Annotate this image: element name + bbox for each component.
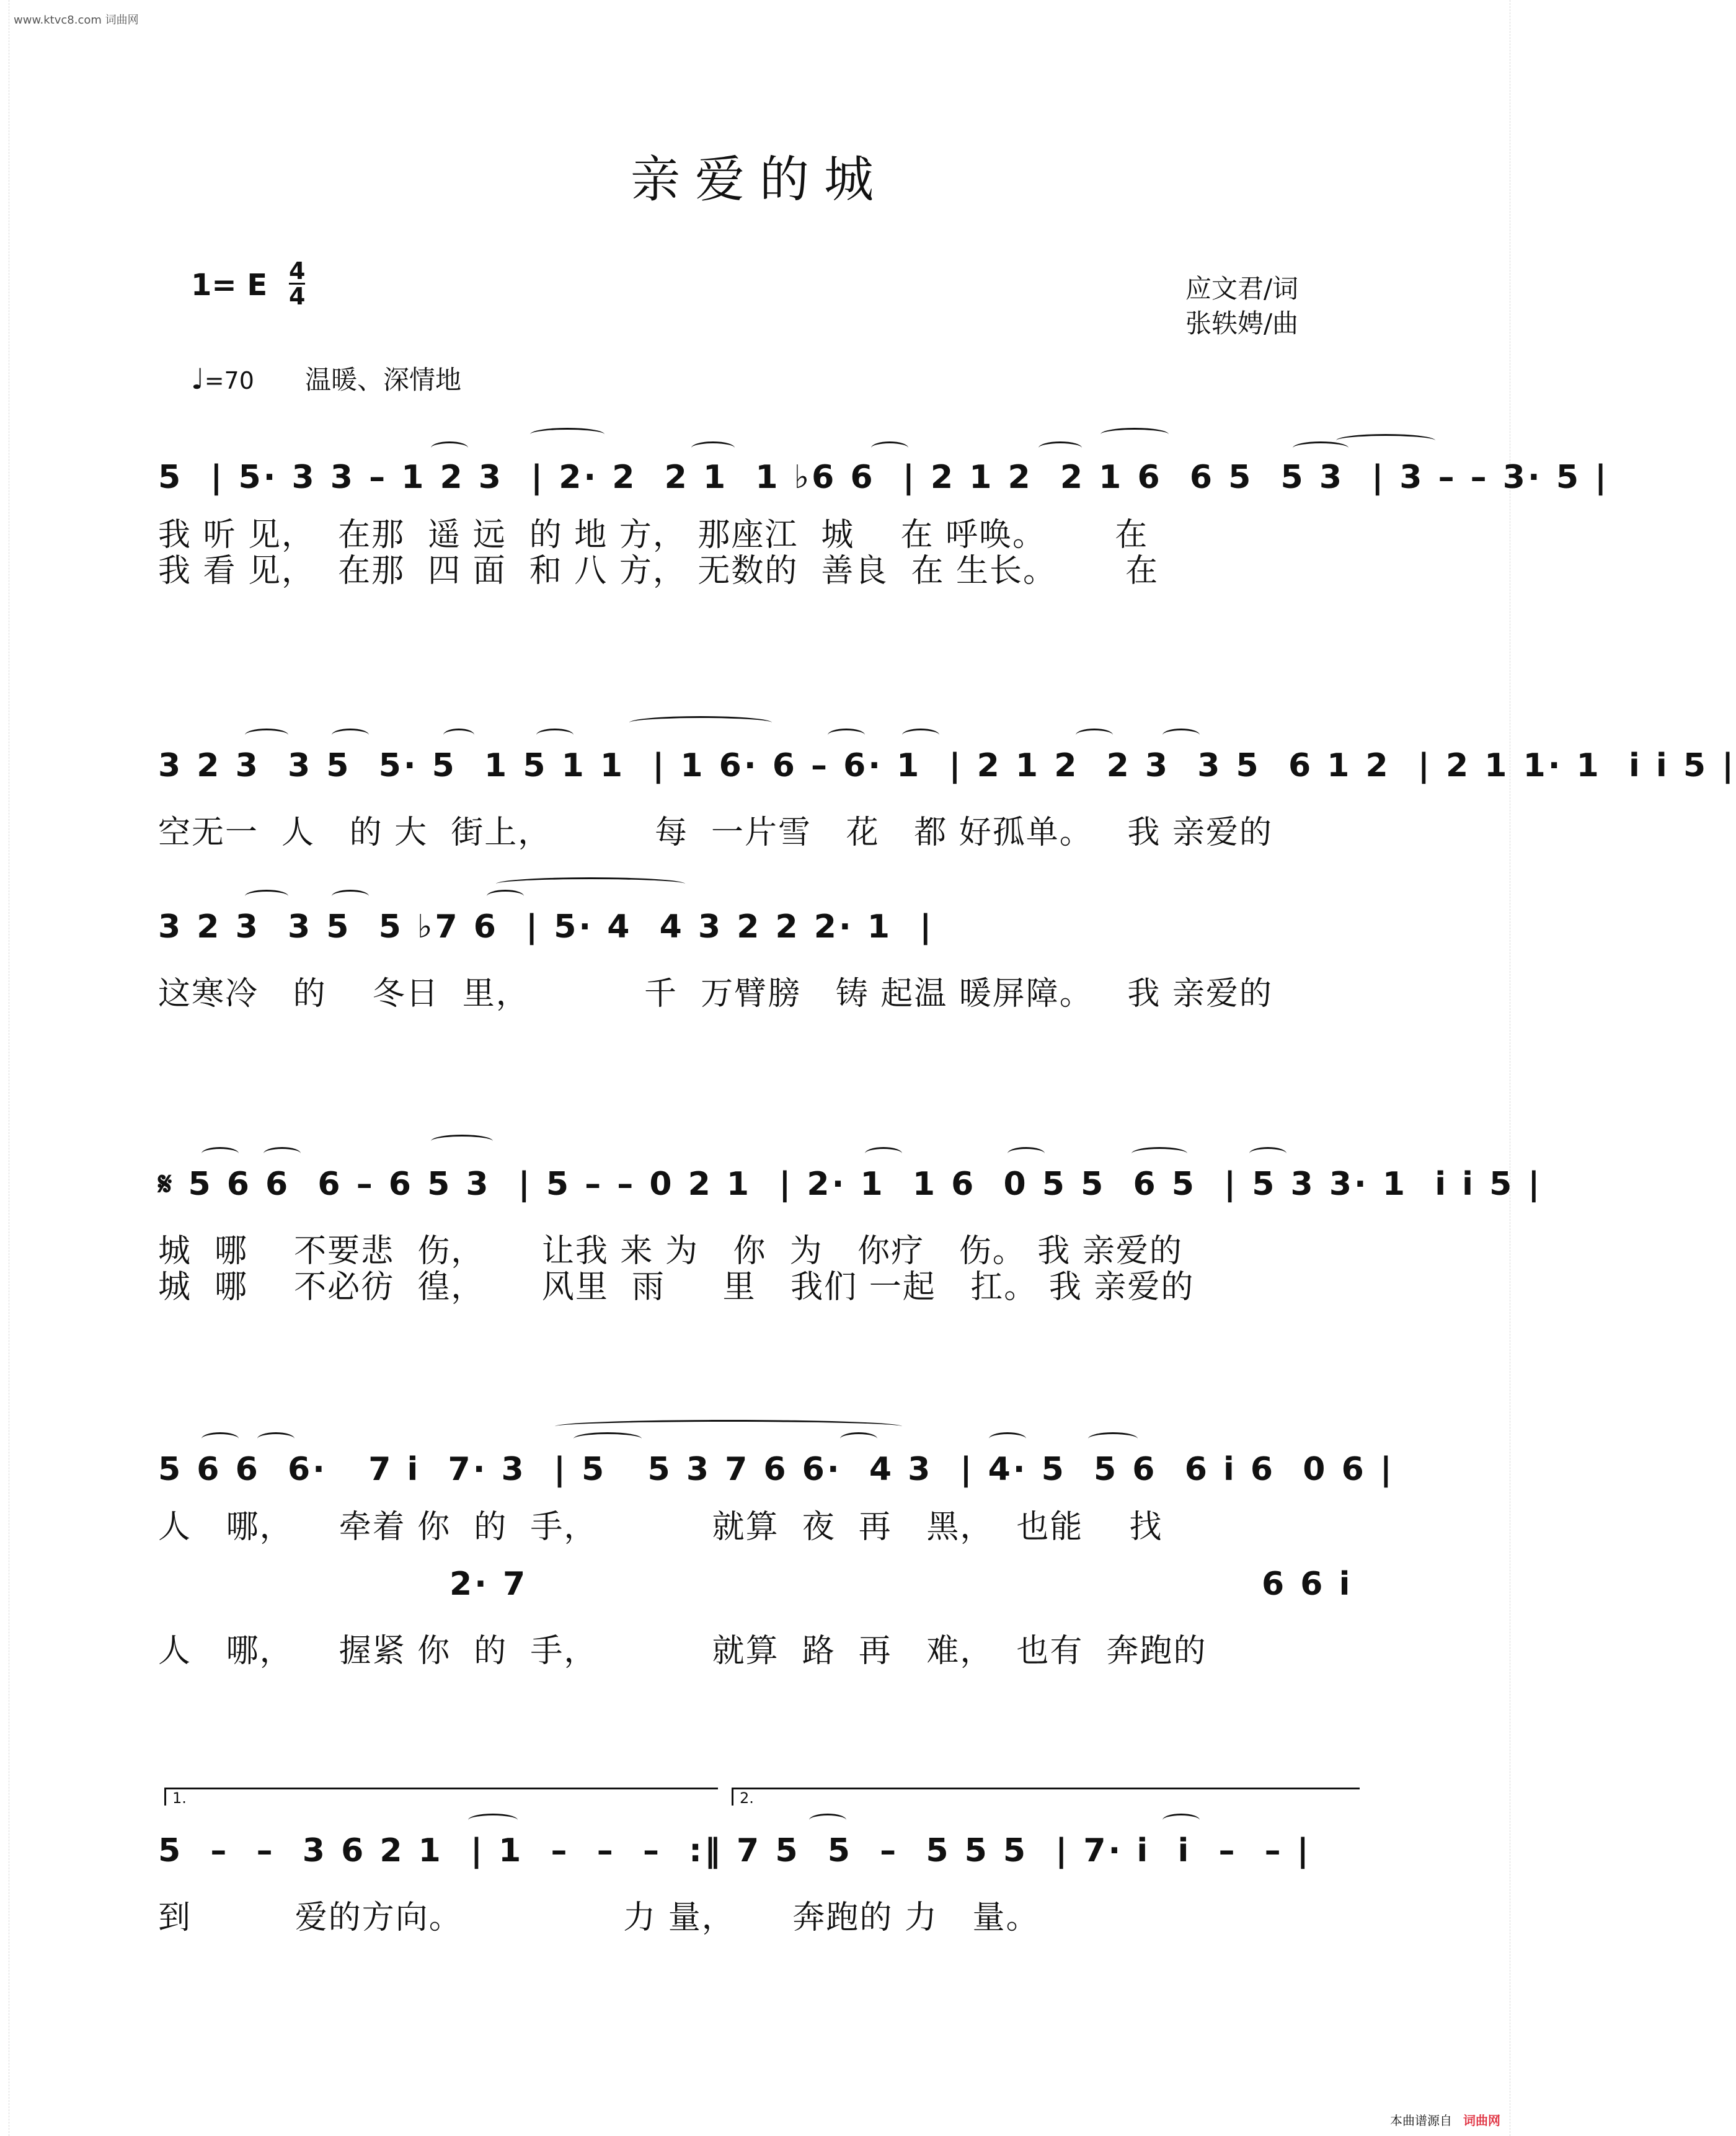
alt-notes-right: 6 6 i <box>1262 1566 1353 1603</box>
time-signature <box>289 259 305 308</box>
composer: 张轶娉/曲 <box>1185 308 1299 339</box>
page-title: 亲爱的城 <box>631 151 888 208</box>
credits <box>1185 272 1298 341</box>
site-watermark: www.ktvc8.com 词曲网 <box>14 14 139 27</box>
notation-line: 𝄋 5 6 6 6 – 6 5 3 | 5 – – 0 2 1 | 2· 1 1 6 0 5 5 6 5 | 5 3 3· 1 i i 5 | <box>158 1166 1543 1203</box>
notation-line: 3 2 3 3 5 5· 5 1 5 1 1 | 1 6· 6 – 6· 1 | 2 1 2 2 3 3 5 6 1 2 | 2 1 1· 1 i i 5 | <box>158 747 1736 784</box>
lyricist: 应文君/词 <box>1185 273 1299 304</box>
time-signature-bottom: 4 <box>289 283 306 310</box>
lyric-verse-1: 人 哪， 牵着 你 的 手， 就算 夜 再 黑， 也能 找 <box>158 1509 1163 1546</box>
notation-line: 3 2 3 3 5 5 ♭7 6 | 5· 4 4 3 2 2 2· 1 | <box>158 908 934 946</box>
lyric-verse-1: 空无一 人 的 大 街上， 每 一片雪 花 都 好孤单。 我 亲爱的 <box>158 814 1273 851</box>
footer <box>1390 2111 1500 2129</box>
lyric-verse-1: 城 哪 不要悲 伤， 让我 来 为 你 为 你疗 伤。 我 亲爱的 <box>158 1233 1183 1270</box>
lyric-verse-1: 我 听 见， 在那 遥 远 的 地 方， 那座江 城 在 呼唤。 在 <box>158 516 1149 554</box>
footer-source: 本曲谱源自 <box>1390 2113 1452 2128</box>
alt-notes-left: 2· 7 <box>450 1566 528 1603</box>
lyric-verse-1: 到 爱的方向。 力 量， 奔跑的 力 量。 <box>158 1899 1040 1936</box>
lyric-verse-2: 人 哪， 握紧 你 的 手， 就算 路 再 难， 也有 奔跑的 <box>158 1633 1207 1670</box>
quarter-note-icon: ♩ <box>191 362 205 396</box>
left-page-edge <box>0 0 9 2136</box>
volta-2: 2. <box>732 1788 1360 1806</box>
tempo-mood: 温暖、深情地 <box>305 365 462 395</box>
lyric-verse-2: 城 哪 不必彷 徨， 风里 雨 里 我们 一起 扛。 我 亲爱的 <box>158 1269 1195 1306</box>
time-signature-top: 4 <box>289 257 306 285</box>
volta-1: 1. <box>164 1788 718 1806</box>
lyric-verse-2: 我 看 见， 在那 四 面 和 八 方， 无数的 善良 在 生长。 在 <box>158 552 1159 590</box>
lyric-verse-1: 这寒冷 的 冬日 里， 千 万臂膀 铸 起温 暖屏障。 我 亲爱的 <box>158 975 1273 1013</box>
tempo-marking <box>191 360 461 397</box>
key-signature: 1= E <box>191 268 268 303</box>
notation-line: 5 6 6 6· 7 i 7· 3 | 5 5 3 7 6 6· 4 3 | 4· 5 5 6 6 i 6 0 6 | <box>158 1451 1394 1488</box>
footer-site-logo: 词曲网 <box>1463 2113 1500 2128</box>
notation-line: 5 – – 3 6 2 1 | 1 – – – :‖ 7 5 5 – 5 5 5 | 7· i i – – | <box>158 1832 1311 1869</box>
notation-line: 5 | 5· 3 3 – 1 2 3 | 2· 2 2 1 1 ♭6 6 | 2 1 2 2 1 6 6 5 5 3 | 3 – – 3· 5 | <box>158 459 1610 496</box>
tempo-bpm: =70 <box>204 367 254 394</box>
right-page-edge <box>1510 0 1519 2136</box>
